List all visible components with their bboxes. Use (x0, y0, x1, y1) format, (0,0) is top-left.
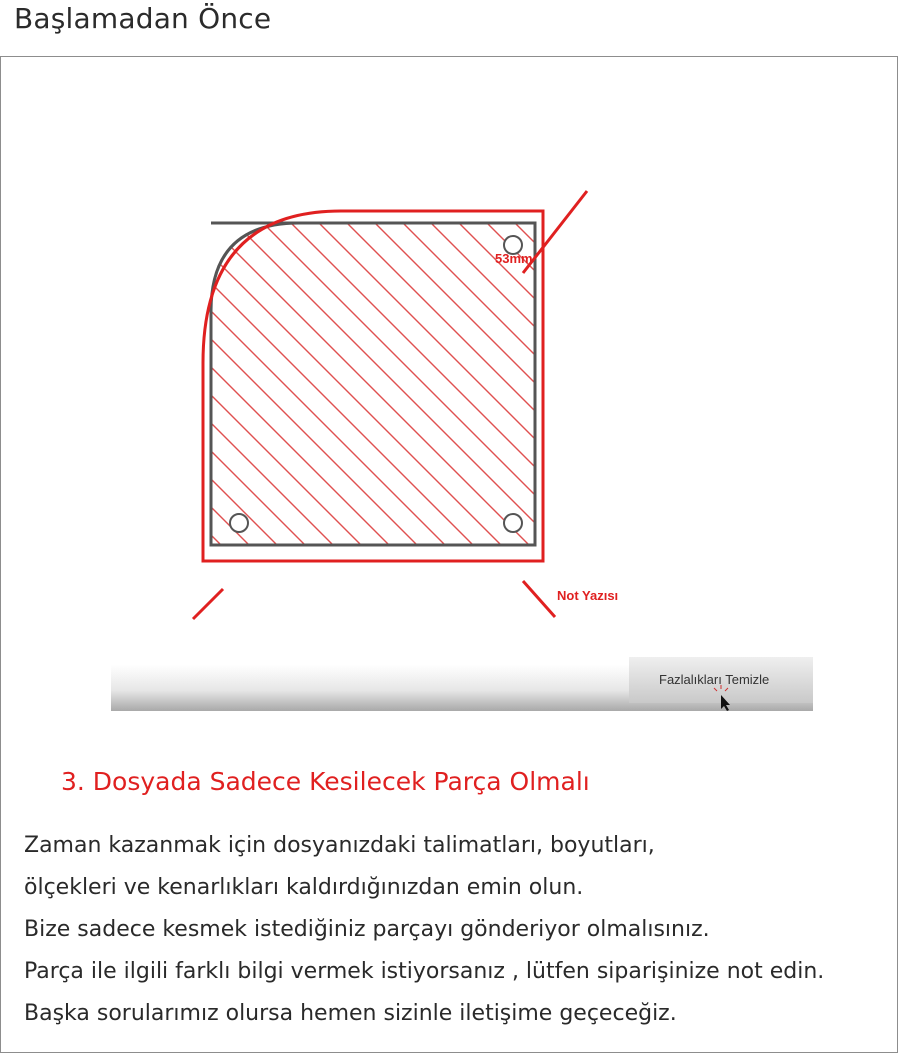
plate-outline (211, 223, 535, 545)
step-title: 3. Dosyada Sadece Kesilecek Parça Olmalı (61, 767, 590, 796)
note-label: Not Yazısı (557, 588, 619, 603)
instruction-line: Parça ile ilgili farklı bilgi vermek istiyorsanız , lütfen siparişinize not edin. (24, 959, 825, 984)
clear-excess-button-label: Fazlalıkları Temizle (659, 672, 770, 687)
dimension-line (523, 581, 555, 617)
mounting-hole (230, 514, 248, 532)
dimension-line (523, 191, 587, 273)
instruction-line: Zaman kazanmak için dosyanızdaki talimatları, boyutları, (24, 833, 655, 858)
dimension-label: 53mm (495, 251, 533, 266)
mounting-hole (504, 514, 522, 532)
cut-illustration (111, 187, 813, 687)
content-card (0, 56, 898, 1053)
instructions-text (24, 825, 894, 1035)
instruction-line: Başka sorularımız olursa hemen sizinle iletişime geçeceğiz. (24, 1001, 677, 1026)
dimension-line (193, 589, 223, 619)
page-title: Başlamadan Önce (14, 2, 272, 35)
instruction-line: ölçekleri ve kenarlıkları kaldırdığınızdan emin olun. (24, 875, 584, 900)
instruction-line: Bize sadece kesmek istediğiniz parçayı gönderiyor olmalısınız. (24, 917, 710, 942)
